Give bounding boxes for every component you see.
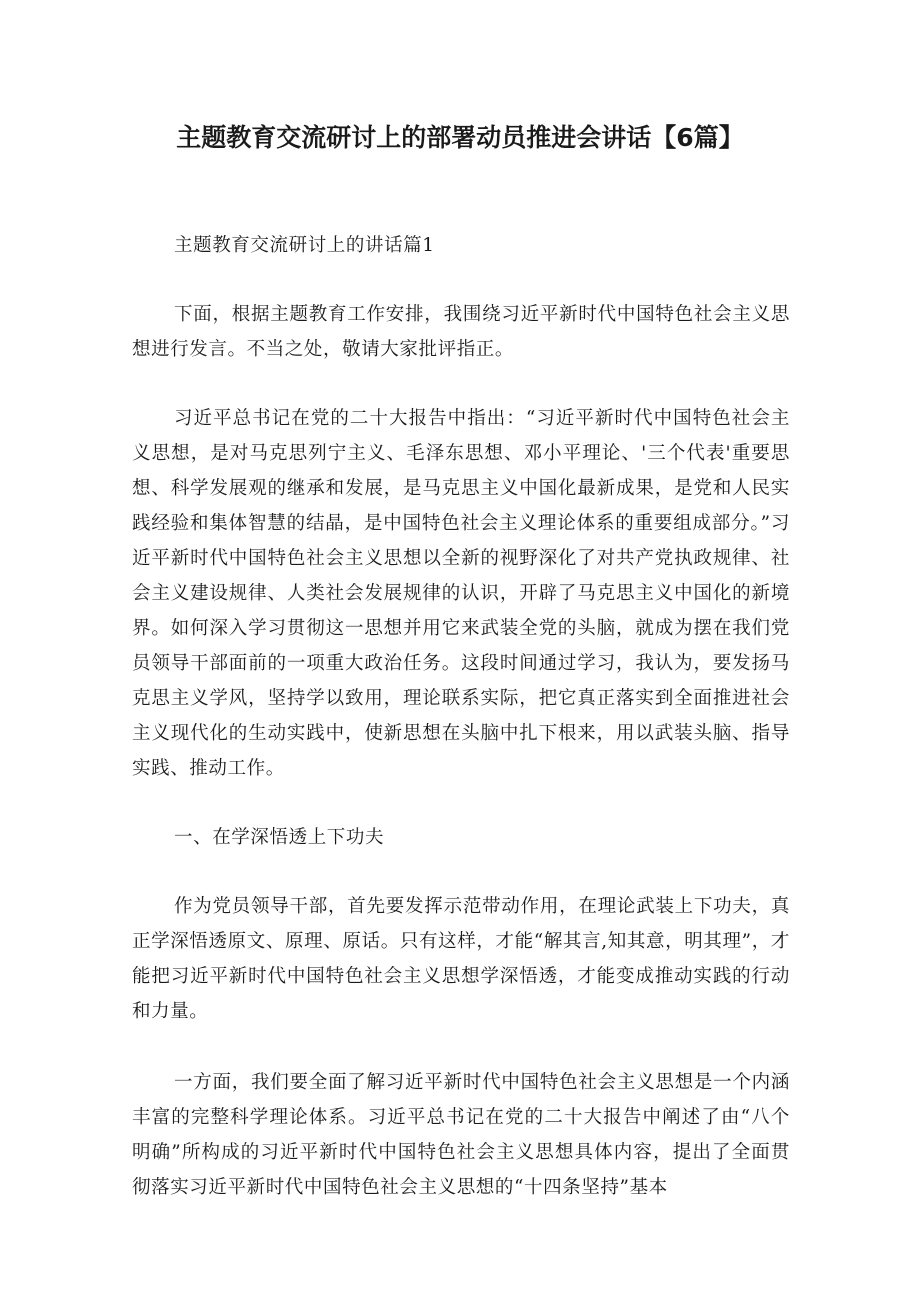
paragraph-section1-1: 作为党员领导干部，首先要发挥示范带动作用，在理论武装上下功夫，真正学深悟透原文、原理、原话。只有这样，才能“解其言,知其意，明其理”，才能把习近平新时代中国特色社会主义思想学深悟透，才能变成推动实践的行动和力量。 <box>132 896 790 1022</box>
section-heading: 一、在学深悟透上下功夫 <box>174 827 385 848</box>
document-body <box>132 228 790 1205</box>
paragraph-intro: 下面，根据主题教育工作安排，我围绕习近平新时代中国特色社会主义思想进行发言。不当之处，敬请大家批评指正。 <box>132 304 790 360</box>
document-title: 主题教育交流研讨上的部署动员推进会讲话【6篇】 <box>176 123 744 152</box>
paragraph-section1-2: 一方面，我们要全面了解习近平新时代中国特色社会主义思想是一个内涵丰富的完整科学理论体系。习近平总书记在党的二十大报告中阐述了由“八个明确”所构成的习近平新时代中国特色社会主义思想具体内容，提出了全面贯彻落实习近平新时代中国特色社会主义思想的“十四条坚持”基本 <box>132 1072 790 1198</box>
paragraph-report-quote: 习近平总书记在党的二十大报告中指出：“习近平新时代中国特色社会主义思想，是对马克思列宁主义、毛泽东思想、邓小平理论、'三个代表'重要思想、科学发展观的继承和发展，是马克思主义中国化最新成果，是党和人民实践经验和集体智慧的结晶，是中国特色社会主义理论体系的重要组成部分。”习近平新时代中国特色社会主义思想以全新的视野深化了对共产党执政规律、社会主义建设规律、人类社会发展规律的认识，开辟了马克思主义中国化的新境界。如何深入学习贯彻这一思想并用它来武装全党的头脑，就成为摆在我们党员领导干部面前的一项重大政治任务。这段时间通过学习，我认为，要发扬马克思主义学风，坚持学以致用，理论联系实际，把它真正落实到全面推进社会主义现代化的生动实践中，使新思想在头脑中扎下根来，用以武装头脑、指导实践、推动工作。 <box>132 408 790 779</box>
subheading: 主题教育交流研讨上的讲话篇1 <box>174 235 435 256</box>
